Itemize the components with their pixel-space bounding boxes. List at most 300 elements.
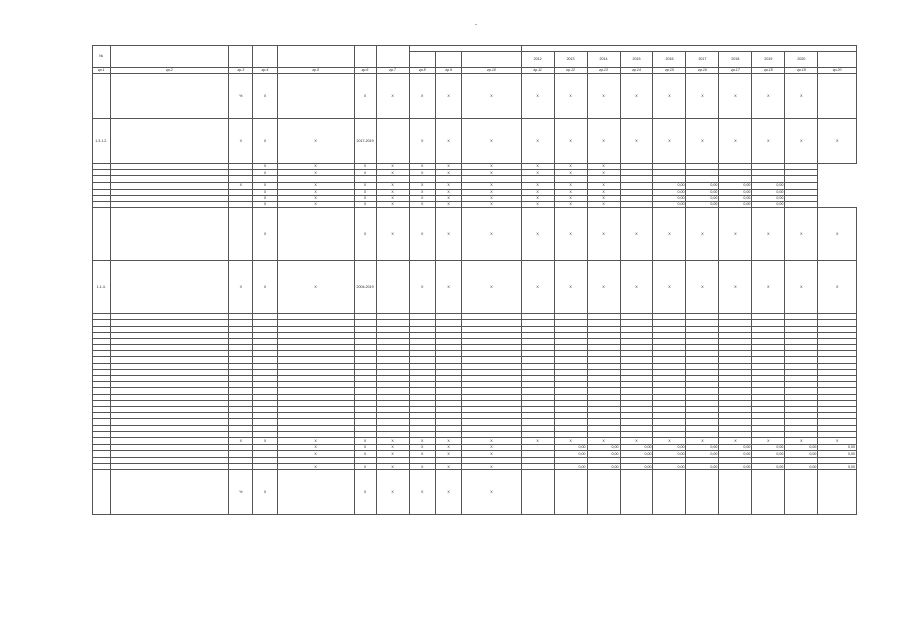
cell: 0,00 bbox=[752, 189, 785, 195]
header-col-coef bbox=[253, 46, 277, 68]
cell: X bbox=[277, 182, 354, 189]
cell: 0,00 bbox=[818, 464, 857, 470]
cell: X bbox=[354, 437, 376, 444]
cell: X bbox=[354, 451, 376, 458]
row-number bbox=[93, 182, 111, 189]
row-number bbox=[93, 208, 111, 261]
row-method bbox=[277, 74, 354, 119]
cell: X bbox=[462, 437, 521, 444]
cell: X bbox=[435, 182, 461, 189]
header-col-no: № bbox=[93, 46, 111, 68]
header-year bbox=[818, 52, 857, 68]
cell: 0,00 bbox=[620, 444, 653, 450]
cell: X bbox=[462, 74, 521, 119]
cell: X bbox=[462, 470, 521, 515]
row-term: 2017-2019 bbox=[354, 119, 376, 164]
cell: X bbox=[752, 208, 785, 261]
cell: X bbox=[435, 464, 461, 470]
col-number: гр.15 bbox=[653, 68, 686, 74]
cell: X bbox=[818, 119, 857, 164]
cell: X bbox=[462, 261, 521, 314]
col-number: гр.8 bbox=[409, 68, 435, 74]
budget-detail-rows bbox=[93, 314, 857, 438]
cell: X bbox=[653, 208, 686, 261]
cell: X bbox=[587, 208, 620, 261]
col-number: гр.9 bbox=[435, 68, 461, 74]
cell bbox=[620, 470, 653, 515]
cell: X bbox=[462, 119, 521, 164]
row-coef: X bbox=[253, 74, 277, 119]
cell: X bbox=[253, 201, 277, 207]
page-mark: - bbox=[475, 22, 477, 28]
cell: X bbox=[462, 182, 521, 189]
cell: 0,00 bbox=[686, 201, 719, 207]
cell: X bbox=[653, 437, 686, 444]
cell: X bbox=[376, 451, 409, 458]
cell: X bbox=[818, 261, 857, 314]
row-coef: X bbox=[253, 470, 277, 515]
cell: X bbox=[686, 119, 719, 164]
cell bbox=[554, 470, 587, 515]
cell: X bbox=[462, 170, 521, 176]
cell bbox=[752, 470, 785, 515]
cell: X bbox=[462, 189, 521, 195]
row-resp bbox=[376, 261, 409, 314]
cell bbox=[686, 470, 719, 515]
cell: 0,00 bbox=[653, 182, 686, 189]
cell: X bbox=[521, 170, 554, 176]
cell: X bbox=[587, 170, 620, 176]
cell: X bbox=[409, 170, 435, 176]
cell: X bbox=[354, 182, 376, 189]
budget-table bbox=[92, 45, 857, 515]
cell: X bbox=[253, 164, 277, 170]
row-name bbox=[110, 451, 229, 458]
cell: 0,00 bbox=[686, 451, 719, 458]
cell: X bbox=[409, 189, 435, 195]
cell: X bbox=[435, 208, 461, 261]
col-number: гр.6 bbox=[354, 68, 376, 74]
cell: X bbox=[376, 170, 409, 176]
cell: 0,00 bbox=[686, 195, 719, 201]
col-number: гр.13 bbox=[587, 68, 620, 74]
row-method: X bbox=[277, 119, 354, 164]
col-number: гр.5 bbox=[277, 68, 354, 74]
row-unit: % bbox=[229, 74, 253, 119]
cell: X bbox=[686, 74, 719, 119]
cell: X bbox=[409, 164, 435, 170]
cell: X bbox=[818, 437, 857, 444]
cell: X bbox=[554, 189, 587, 195]
col-number: гр.3 bbox=[229, 68, 253, 74]
header-col-grbs bbox=[409, 52, 435, 68]
cell: 0,00 bbox=[686, 189, 719, 195]
cell: X bbox=[587, 195, 620, 201]
row-term: X bbox=[354, 208, 376, 261]
cell: X bbox=[277, 444, 354, 450]
cell: X bbox=[521, 201, 554, 207]
activity-row bbox=[93, 119, 857, 164]
cell: X bbox=[752, 437, 785, 444]
cell: 0,00 bbox=[686, 444, 719, 450]
row-method: X bbox=[277, 261, 354, 314]
cell: X bbox=[409, 437, 435, 444]
cell: X bbox=[785, 208, 818, 261]
cell bbox=[719, 470, 752, 515]
cell: 0,00 bbox=[785, 451, 818, 458]
col-number: гр.11 bbox=[521, 68, 554, 74]
cell: X bbox=[521, 261, 554, 314]
cell: X bbox=[376, 195, 409, 201]
activity-row bbox=[93, 261, 857, 314]
col-number: гр.10 bbox=[462, 68, 521, 74]
header-year: 2019 bbox=[752, 52, 785, 68]
cell: 0,00 bbox=[587, 451, 620, 458]
row-resp: X bbox=[376, 208, 409, 261]
row-name bbox=[110, 119, 229, 164]
indicator-row bbox=[93, 208, 857, 261]
cell: X bbox=[686, 437, 719, 444]
row-method bbox=[277, 470, 354, 515]
cell: 0,00 bbox=[653, 464, 686, 470]
cell: X bbox=[462, 208, 521, 261]
cell: 0,00 bbox=[752, 464, 785, 470]
cell: X bbox=[435, 74, 461, 119]
cell: X bbox=[409, 201, 435, 207]
cell: 0,00 bbox=[752, 451, 785, 458]
cell bbox=[229, 451, 253, 458]
header-year: 2014 bbox=[587, 52, 620, 68]
cell: X bbox=[435, 470, 461, 515]
cell: X bbox=[719, 208, 752, 261]
cell bbox=[785, 182, 818, 189]
cell: 0,00 bbox=[719, 195, 752, 201]
cell: X bbox=[719, 119, 752, 164]
cell: X bbox=[376, 437, 409, 444]
cell: X bbox=[554, 119, 587, 164]
cell: X bbox=[376, 201, 409, 207]
cell: X bbox=[785, 119, 818, 164]
cell: X bbox=[376, 464, 409, 470]
row-name bbox=[110, 182, 229, 189]
cell: 0,00 bbox=[554, 464, 587, 470]
row-term: X bbox=[354, 74, 376, 119]
cell: X bbox=[521, 119, 554, 164]
col-number: гр.19 bbox=[785, 68, 818, 74]
cell bbox=[253, 451, 277, 458]
cell: X bbox=[653, 74, 686, 119]
cell: X bbox=[277, 164, 354, 170]
cell: X bbox=[686, 261, 719, 314]
header-year: 2013 bbox=[554, 52, 587, 68]
row-name bbox=[110, 74, 229, 119]
cell: X bbox=[554, 164, 587, 170]
row-name bbox=[110, 470, 229, 515]
col-number: гр.12 bbox=[554, 68, 587, 74]
cell: X bbox=[462, 444, 521, 450]
cell: X bbox=[521, 195, 554, 201]
cell: X bbox=[409, 261, 435, 314]
col-number: гр.2 bbox=[110, 68, 229, 74]
cell: 0,00 bbox=[719, 464, 752, 470]
cell: X bbox=[521, 164, 554, 170]
col-number: гр.16 bbox=[686, 68, 719, 74]
cell: 0,00 bbox=[752, 444, 785, 450]
cell: 0,00 bbox=[818, 451, 857, 458]
cell: X bbox=[554, 201, 587, 207]
cell: X bbox=[521, 74, 554, 119]
indicator-row bbox=[93, 470, 857, 515]
cell: 0,00 bbox=[620, 464, 653, 470]
cell: 0,00 bbox=[653, 451, 686, 458]
cell: X bbox=[587, 164, 620, 170]
row-coef: X bbox=[253, 208, 277, 261]
cell: 0,00 bbox=[719, 444, 752, 450]
cell bbox=[620, 182, 653, 189]
cell: X bbox=[462, 201, 521, 207]
row-term: X bbox=[354, 470, 376, 515]
cell: X bbox=[686, 208, 719, 261]
cell: X bbox=[587, 437, 620, 444]
cell: X bbox=[435, 195, 461, 201]
col-number: гр.14 bbox=[620, 68, 653, 74]
cell: X bbox=[435, 437, 461, 444]
cell: X bbox=[554, 261, 587, 314]
cell: 0,00 bbox=[587, 444, 620, 450]
cell: X bbox=[409, 182, 435, 189]
header-year: 2012 bbox=[521, 52, 554, 68]
header-year: 2018 bbox=[719, 52, 752, 68]
header-col-unit bbox=[229, 46, 253, 68]
cell: X bbox=[354, 164, 376, 170]
cell: 0,00 bbox=[686, 182, 719, 189]
cell: X bbox=[653, 119, 686, 164]
cell: 0,00 bbox=[752, 182, 785, 189]
cell: X bbox=[409, 74, 435, 119]
row-unit: X bbox=[229, 182, 253, 189]
cell: 0,00 bbox=[653, 195, 686, 201]
cell: X bbox=[752, 74, 785, 119]
header-year: 2015 bbox=[620, 52, 653, 68]
cell: X bbox=[409, 464, 435, 470]
cell: X bbox=[554, 182, 587, 189]
cell: X bbox=[277, 195, 354, 201]
cell: X bbox=[354, 170, 376, 176]
row-term: 2004-2019 bbox=[354, 261, 376, 314]
cell: X bbox=[719, 261, 752, 314]
col-number: гр.20 bbox=[818, 68, 857, 74]
cell: X bbox=[620, 208, 653, 261]
header-col-name bbox=[110, 46, 229, 68]
financing-row bbox=[93, 437, 857, 444]
cell: X bbox=[277, 201, 354, 207]
cell: X bbox=[376, 164, 409, 170]
row-unit: X bbox=[229, 261, 253, 314]
header-col-method bbox=[277, 46, 354, 68]
cell: X bbox=[435, 189, 461, 195]
cell bbox=[521, 451, 554, 458]
cell: 0,00 bbox=[653, 201, 686, 207]
col-number: гр.4 bbox=[253, 68, 277, 74]
cell: X bbox=[435, 164, 461, 170]
cell: X bbox=[462, 195, 521, 201]
cell: 0,00 bbox=[719, 189, 752, 195]
cell: X bbox=[462, 164, 521, 170]
cell: X bbox=[435, 261, 461, 314]
budget-table-sheet bbox=[92, 45, 857, 515]
row-coef: X bbox=[253, 261, 277, 314]
cell: X bbox=[620, 119, 653, 164]
cell: 0,00 bbox=[554, 444, 587, 450]
cell: X bbox=[752, 119, 785, 164]
row-number bbox=[93, 470, 111, 515]
row-number bbox=[93, 437, 111, 444]
header-year: 2020 bbox=[785, 52, 818, 68]
cell: X bbox=[521, 208, 554, 261]
col-number: гр.18 bbox=[752, 68, 785, 74]
header-year: 2017 bbox=[686, 52, 719, 68]
indicator-row bbox=[93, 74, 857, 119]
cell: X bbox=[354, 464, 376, 470]
cell: X bbox=[554, 74, 587, 119]
cell: X bbox=[253, 195, 277, 201]
cell: X bbox=[277, 170, 354, 176]
cell: 0,00 bbox=[587, 464, 620, 470]
col-number: гр.7 bbox=[376, 68, 409, 74]
cell: 0,00 bbox=[752, 201, 785, 207]
row-resp: X bbox=[376, 470, 409, 515]
header-col-article bbox=[435, 52, 461, 68]
cell: X bbox=[521, 437, 554, 444]
cell: X bbox=[554, 170, 587, 176]
row-unit bbox=[229, 208, 253, 261]
row-number bbox=[93, 74, 111, 119]
cell: X bbox=[354, 195, 376, 201]
cell: X bbox=[253, 189, 277, 195]
cell: X bbox=[462, 451, 521, 458]
cell: X bbox=[409, 208, 435, 261]
cell: 0,00 bbox=[554, 451, 587, 458]
cell bbox=[818, 74, 857, 119]
cell: X bbox=[785, 261, 818, 314]
cell: 0,00 bbox=[719, 451, 752, 458]
cell: X bbox=[587, 74, 620, 119]
cell: X bbox=[587, 189, 620, 195]
cell: X bbox=[409, 470, 435, 515]
cell: X bbox=[521, 182, 554, 189]
cell: X bbox=[435, 201, 461, 207]
cell: 0,00 bbox=[719, 201, 752, 207]
cell bbox=[521, 470, 554, 515]
row-name bbox=[110, 437, 229, 444]
financing-row bbox=[93, 451, 857, 458]
cell: X bbox=[409, 444, 435, 450]
cell: X bbox=[354, 201, 376, 207]
cell: X bbox=[354, 189, 376, 195]
cell: X bbox=[435, 119, 461, 164]
cell: X bbox=[253, 437, 277, 444]
row-resp: X bbox=[376, 74, 409, 119]
cell: 0,00 bbox=[818, 444, 857, 450]
cell: 0,00 bbox=[686, 464, 719, 470]
header-col-resp bbox=[376, 46, 409, 68]
row-name bbox=[110, 261, 229, 314]
row-unit: % bbox=[229, 470, 253, 515]
header-col-term bbox=[354, 46, 376, 68]
cell: X bbox=[752, 261, 785, 314]
cell: X bbox=[620, 261, 653, 314]
cell: X bbox=[620, 437, 653, 444]
cell: X bbox=[253, 182, 277, 189]
header-year: 2016 bbox=[653, 52, 686, 68]
cell: X bbox=[376, 189, 409, 195]
cell: 0,00 bbox=[785, 444, 818, 450]
cell: X bbox=[409, 119, 435, 164]
row-method bbox=[277, 208, 354, 261]
cell: X bbox=[554, 208, 587, 261]
cell bbox=[653, 470, 686, 515]
cell: 0,00 bbox=[785, 464, 818, 470]
cell: 0,00 bbox=[653, 189, 686, 195]
cell: X bbox=[785, 437, 818, 444]
cell: X bbox=[818, 208, 857, 261]
col-number: гр.1 bbox=[93, 68, 111, 74]
cell: 0,00 bbox=[719, 182, 752, 189]
cell: X bbox=[587, 261, 620, 314]
cell: X bbox=[277, 451, 354, 458]
row-coef: X bbox=[253, 119, 277, 164]
row-number: 1.3.1.2. bbox=[93, 119, 111, 164]
cell: X bbox=[376, 444, 409, 450]
cell bbox=[785, 470, 818, 515]
cell: X bbox=[521, 189, 554, 195]
cell: X bbox=[277, 437, 354, 444]
cell: X bbox=[435, 451, 461, 458]
cell: X bbox=[620, 74, 653, 119]
cell: X bbox=[554, 195, 587, 201]
cell: 0,00 bbox=[620, 451, 653, 458]
cell: X bbox=[719, 437, 752, 444]
cell: X bbox=[253, 170, 277, 176]
cell: X bbox=[229, 437, 253, 444]
cell bbox=[818, 470, 857, 515]
cell: X bbox=[409, 195, 435, 201]
cell: X bbox=[653, 261, 686, 314]
cell: X bbox=[719, 74, 752, 119]
row-name bbox=[110, 208, 229, 261]
cell: X bbox=[409, 451, 435, 458]
cell: X bbox=[785, 74, 818, 119]
cell: X bbox=[587, 119, 620, 164]
col-number: гр.17 bbox=[719, 68, 752, 74]
cell: X bbox=[587, 182, 620, 189]
cell: X bbox=[354, 444, 376, 450]
cell: X bbox=[435, 170, 461, 176]
cell: X bbox=[277, 189, 354, 195]
cell: X bbox=[462, 464, 521, 470]
row-number bbox=[93, 451, 111, 458]
financing-row bbox=[93, 182, 857, 189]
cell: X bbox=[435, 444, 461, 450]
row-number: 1.1.4. bbox=[93, 261, 111, 314]
cell: 0,00 bbox=[752, 195, 785, 201]
row-unit: X bbox=[229, 119, 253, 164]
cell: X bbox=[587, 201, 620, 207]
header-col-expense bbox=[462, 52, 521, 68]
cell: 0,00 bbox=[653, 444, 686, 450]
row-resp bbox=[376, 119, 409, 164]
cell: X bbox=[277, 464, 354, 470]
